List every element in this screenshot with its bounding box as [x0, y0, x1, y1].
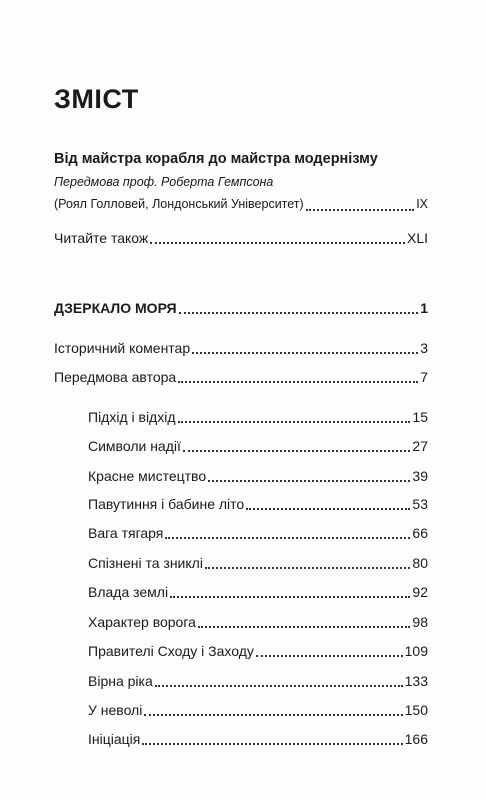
dot-leader — [256, 655, 403, 657]
page-number: 98 — [412, 614, 428, 630]
chapter-label: Спізнені та зниклі — [88, 555, 203, 571]
chapter-label: Правителі Сходу і Заходу — [88, 643, 254, 659]
dot-leader — [150, 242, 405, 244]
chapter-row[interactable] — [88, 438, 428, 456]
chapter-row[interactable] — [88, 584, 428, 602]
dot-leader — [198, 626, 411, 628]
page-number: 15 — [412, 409, 428, 425]
page-number: 66 — [412, 525, 428, 541]
toc-entry-label: Історичний коментар — [54, 340, 191, 356]
foreword-affiliation-row[interactable] — [54, 197, 428, 215]
page-number: IX — [416, 197, 428, 211]
page-number: 53 — [412, 496, 428, 512]
dot-leader — [155, 685, 403, 687]
page-number: 80 — [412, 555, 428, 571]
dot-leader — [142, 743, 402, 745]
chapter-label: Павутиння і бабине літо — [88, 496, 245, 512]
chapter-label: Символи надії — [88, 438, 181, 454]
page-number: 166 — [404, 731, 428, 747]
chapter-label: Влада землі — [88, 584, 169, 600]
chapter-row[interactable] — [88, 643, 428, 661]
dot-leader — [165, 537, 410, 539]
chapter-label: У неволі — [88, 702, 143, 718]
page-number: 1 — [420, 300, 428, 316]
chapter-label: Ініціація — [88, 731, 141, 747]
chapter-label: Вірна ріка — [88, 673, 153, 689]
dot-leader — [306, 209, 414, 211]
page-number: 27 — [412, 438, 428, 454]
chapter-row[interactable] — [88, 496, 428, 514]
chapter-row[interactable] — [88, 555, 428, 573]
page-number: 39 — [412, 468, 428, 484]
chapter-row[interactable] — [88, 702, 428, 720]
foreword-subtitle: Передмова проф. Роберта Гемпсона — [54, 175, 274, 189]
chapter-label: Підхід і відхід — [88, 409, 176, 425]
page-number: XLI — [406, 230, 428, 246]
chapter-label: Красне мистецтво — [88, 468, 207, 484]
page-title: ЗМІСТ — [54, 84, 139, 114]
dot-leader — [246, 508, 410, 510]
page-number: 3 — [420, 340, 428, 356]
dot-leader — [179, 312, 419, 314]
page-number: 7 — [420, 369, 428, 385]
chapter-row[interactable] — [88, 409, 428, 427]
dot-leader — [178, 421, 411, 423]
read-also-label: Читайте також — [54, 230, 149, 246]
foreword-affiliation: (Роял Голловей, Лондонський Університет) — [54, 197, 304, 211]
chapter-label: Вага тягаря — [88, 525, 164, 541]
toc-entry-row[interactable] — [54, 340, 428, 358]
main-title: ДЗЕРКАЛО МОРЯ — [54, 300, 177, 316]
chapter-row[interactable] — [88, 673, 428, 691]
chapter-row[interactable] — [88, 468, 428, 486]
chapter-row[interactable] — [88, 731, 428, 749]
main-title-row[interactable] — [54, 300, 428, 318]
dot-leader — [178, 381, 418, 383]
page-number: 92 — [412, 584, 428, 600]
dot-leader — [205, 567, 410, 569]
chapter-label: Характер ворога — [88, 614, 196, 630]
dot-leader — [144, 714, 402, 716]
dot-leader — [170, 596, 410, 598]
page-number: 150 — [404, 702, 428, 718]
page-number: 109 — [404, 643, 428, 659]
foreword-title: Від майстра корабля до майстра модернізму — [54, 151, 378, 167]
dot-leader — [208, 480, 410, 482]
dot-leader — [183, 450, 411, 452]
toc-entry-label: Передмова автора — [54, 369, 177, 385]
dot-leader — [192, 352, 418, 354]
page-number: 133 — [404, 673, 428, 689]
read-also-row[interactable] — [54, 230, 428, 248]
chapter-row[interactable] — [88, 614, 428, 632]
toc-entry-row[interactable] — [54, 369, 428, 387]
chapter-row[interactable] — [88, 525, 428, 543]
